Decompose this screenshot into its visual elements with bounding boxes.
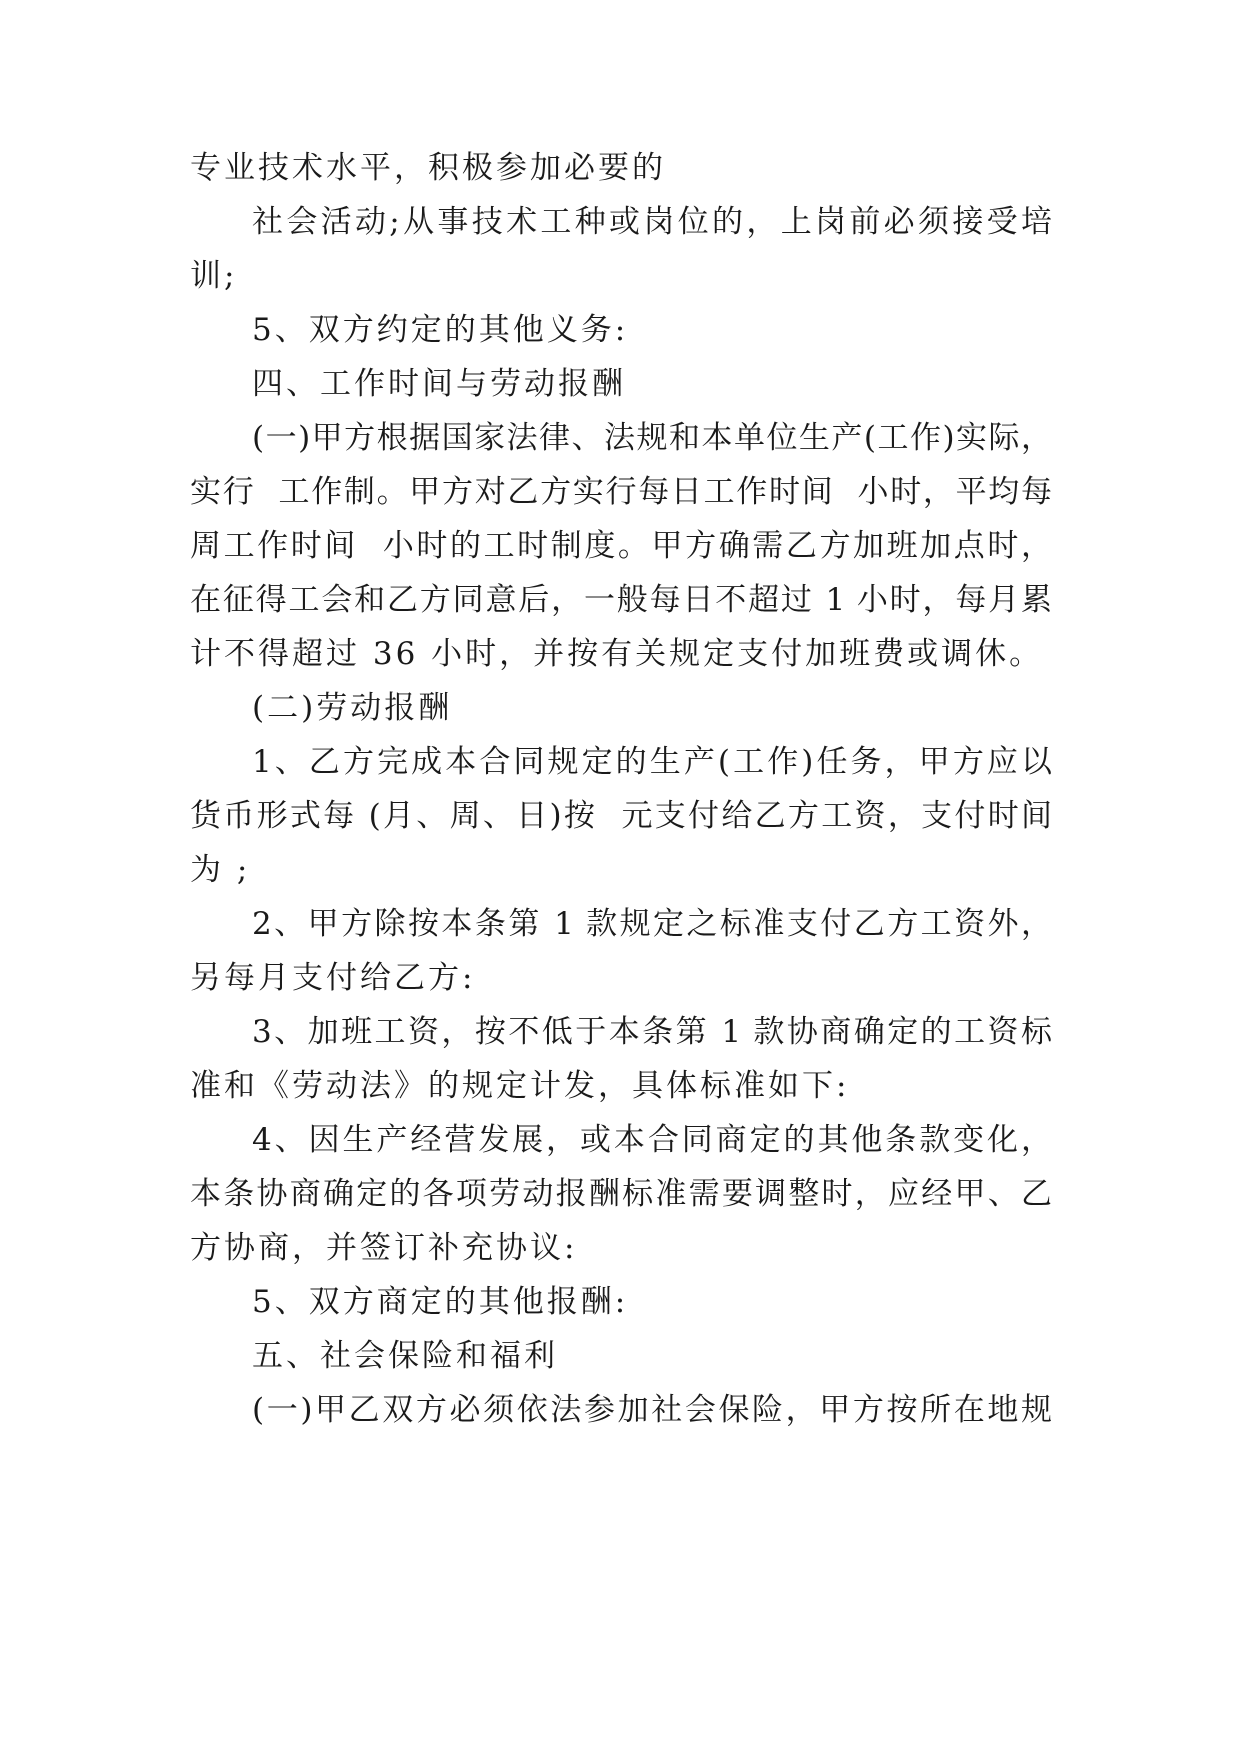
text-line: 训;	[190, 258, 238, 294]
text-line: 准和《劳动法》的规定计发，具体标准如下:	[190, 1068, 850, 1104]
text-line: 社会活动;从事技术工种或岗位的，上岗前必须接受培	[252, 204, 1052, 240]
text-line: 2、甲方除按本条第 1 款规定之标准支付乙方工资外，	[252, 906, 1052, 942]
text-line: 本条协商确定的各项劳动报酬标准需要调整时，应经甲、乙	[190, 1176, 1052, 1212]
text-line: 5、双方约定的其他义务:	[252, 312, 629, 348]
text-line: 方协商，并签订补充协议:	[190, 1230, 578, 1266]
text-line: 周工作时间 小时的工时制度。甲方确需乙方加班加点时，	[190, 528, 1052, 564]
text-line: 实行 工作制。甲方对乙方实行每日工作时间 小时，平均每	[190, 474, 1052, 510]
section-heading: 四、工作时间与劳动报酬	[252, 366, 626, 402]
text-line: (一)甲乙双方必须依法参加社会保险，甲方按所在地规	[252, 1392, 1052, 1428]
text-line: 专业技术水平，积极参加必要的	[190, 150, 666, 186]
text-line: 5、双方商定的其他报酬:	[252, 1284, 629, 1320]
section-heading: 五、社会保险和福利	[252, 1338, 558, 1374]
text-line: 另每月支付给乙方:	[190, 960, 476, 996]
text-line: 货币形式每 (月、周、日)按 元支付给乙方工资，支付时间	[190, 798, 1052, 834]
text-line: 1、乙方完成本合同规定的生产(工作)任务，甲方应以	[252, 744, 1052, 780]
text-line: 为 ;	[190, 852, 251, 888]
text-line: 计不得超过 36 小时，并按有关规定支付加班费或调休。	[190, 636, 1044, 672]
text-line: (一)甲方根据国家法律、法规和本单位生产(工作)实际，	[252, 420, 1052, 456]
text-line: 在征得工会和乙方同意后，一般每日不超过 1 小时，每月累	[190, 582, 1052, 618]
text-line: 3、加班工资，按不低于本条第 1 款协商确定的工资标	[252, 1014, 1052, 1050]
text-line: 4、因生产经营发展，或本合同商定的其他条款变化，	[252, 1122, 1052, 1158]
subsection-heading: (二)劳动报酬	[252, 690, 453, 726]
